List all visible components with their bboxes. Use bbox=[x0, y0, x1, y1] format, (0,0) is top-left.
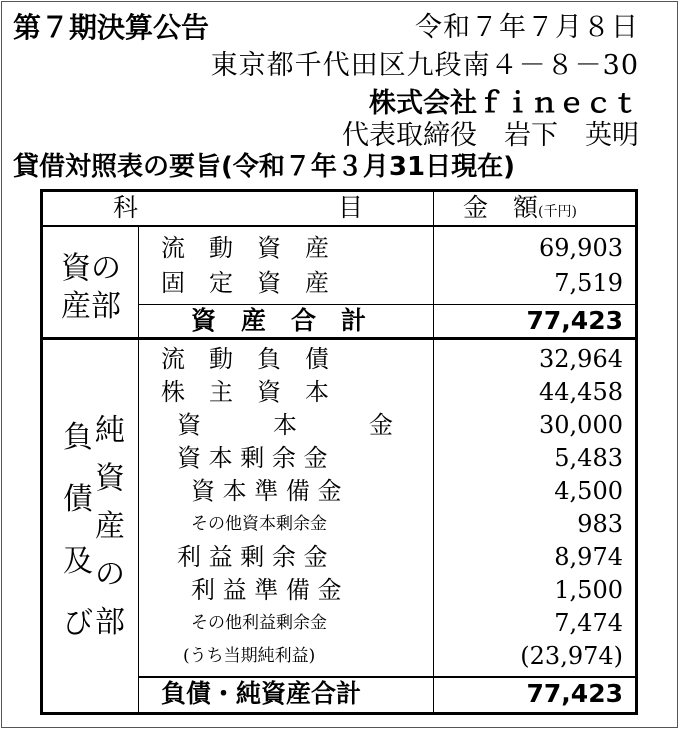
row-value: 32,964 bbox=[539, 345, 623, 373]
assets-total-divider bbox=[138, 304, 635, 305]
row-label: 株 主 資 本 bbox=[161, 378, 329, 406]
row-label: 流 動 負 債 bbox=[161, 345, 329, 373]
row-label: 資 本 準 備 金 bbox=[191, 477, 342, 505]
representative: 代表取締役 岩下 英明 bbox=[342, 120, 639, 151]
row-label: 資 本 剰 余 金 bbox=[177, 444, 328, 472]
row-value: 30,000 bbox=[539, 411, 623, 439]
row-label: 固 定 資 産 bbox=[161, 269, 329, 297]
unit-label: (千円) bbox=[538, 204, 577, 220]
liabilities-section-label-right bbox=[95, 407, 125, 647]
assets-total-label: 資 産 合 計 bbox=[191, 306, 367, 335]
row-label: (うち当期純利益) bbox=[183, 646, 316, 666]
row-label: その他資本剰余金 bbox=[191, 514, 327, 534]
row-value: 44,458 bbox=[539, 378, 623, 406]
section-char: 債 bbox=[63, 482, 93, 517]
statement-title: 貸借対照表の要旨(令和７年３月31日現在) bbox=[13, 152, 515, 182]
company-name: 株式会社ｆｉｎｅｃｔ bbox=[369, 88, 639, 119]
section-column-divider bbox=[138, 227, 139, 712]
section-char: び bbox=[63, 606, 93, 641]
row-value: 5,483 bbox=[554, 444, 623, 472]
liabilities-section-label-left bbox=[63, 407, 93, 655]
row-value: 1,500 bbox=[554, 576, 623, 604]
notice-title: 第７期決算公告 bbox=[13, 11, 210, 44]
row-value: 7,519 bbox=[554, 269, 623, 297]
section-char: 部 bbox=[95, 605, 125, 640]
liabilities-total-value: 77,423 bbox=[526, 679, 623, 708]
row-label: 利 益 剰 余 金 bbox=[177, 543, 328, 571]
section-char: の bbox=[95, 557, 125, 592]
assets-section-line-2: 産部 bbox=[61, 289, 121, 324]
assets-section-label bbox=[61, 250, 121, 326]
assets-total-value: 77,423 bbox=[526, 306, 623, 335]
row-value: 983 bbox=[577, 510, 623, 538]
section-char: 産 bbox=[95, 509, 125, 544]
row-value: 69,903 bbox=[539, 234, 623, 262]
row-label: 利 益 準 備 金 bbox=[191, 576, 342, 604]
row-value: 4,500 bbox=[554, 477, 623, 505]
column-header-item: 科 目 bbox=[113, 193, 364, 222]
row-label: 資 本 金 bbox=[177, 411, 393, 439]
notice-date: 令和７年７月８日 bbox=[415, 12, 639, 43]
section-char: 純 bbox=[95, 413, 125, 448]
amount-header-label: 金 額 bbox=[463, 193, 539, 222]
section-char: 資 bbox=[95, 461, 125, 496]
row-value: (23,974) bbox=[520, 642, 623, 670]
company-address: 東京都千代田区九段南４－８－30 bbox=[210, 50, 639, 81]
section-divider bbox=[43, 337, 635, 340]
row-label: 流 動 資 産 bbox=[161, 234, 329, 262]
amount-column-divider bbox=[433, 192, 434, 712]
row-value: 8,974 bbox=[554, 543, 623, 571]
row-value: 7,474 bbox=[554, 609, 623, 637]
balance-sheet-table bbox=[40, 189, 638, 715]
assets-section-line-1: 資の bbox=[61, 251, 121, 286]
liabilities-total-divider bbox=[138, 676, 635, 678]
column-header-amount bbox=[463, 193, 577, 227]
liabilities-total-label: 負債・純資産合計 bbox=[161, 679, 362, 708]
row-label: その他利益剰余金 bbox=[191, 613, 327, 633]
section-char: 負 bbox=[63, 420, 93, 455]
section-char: 及 bbox=[63, 544, 93, 579]
